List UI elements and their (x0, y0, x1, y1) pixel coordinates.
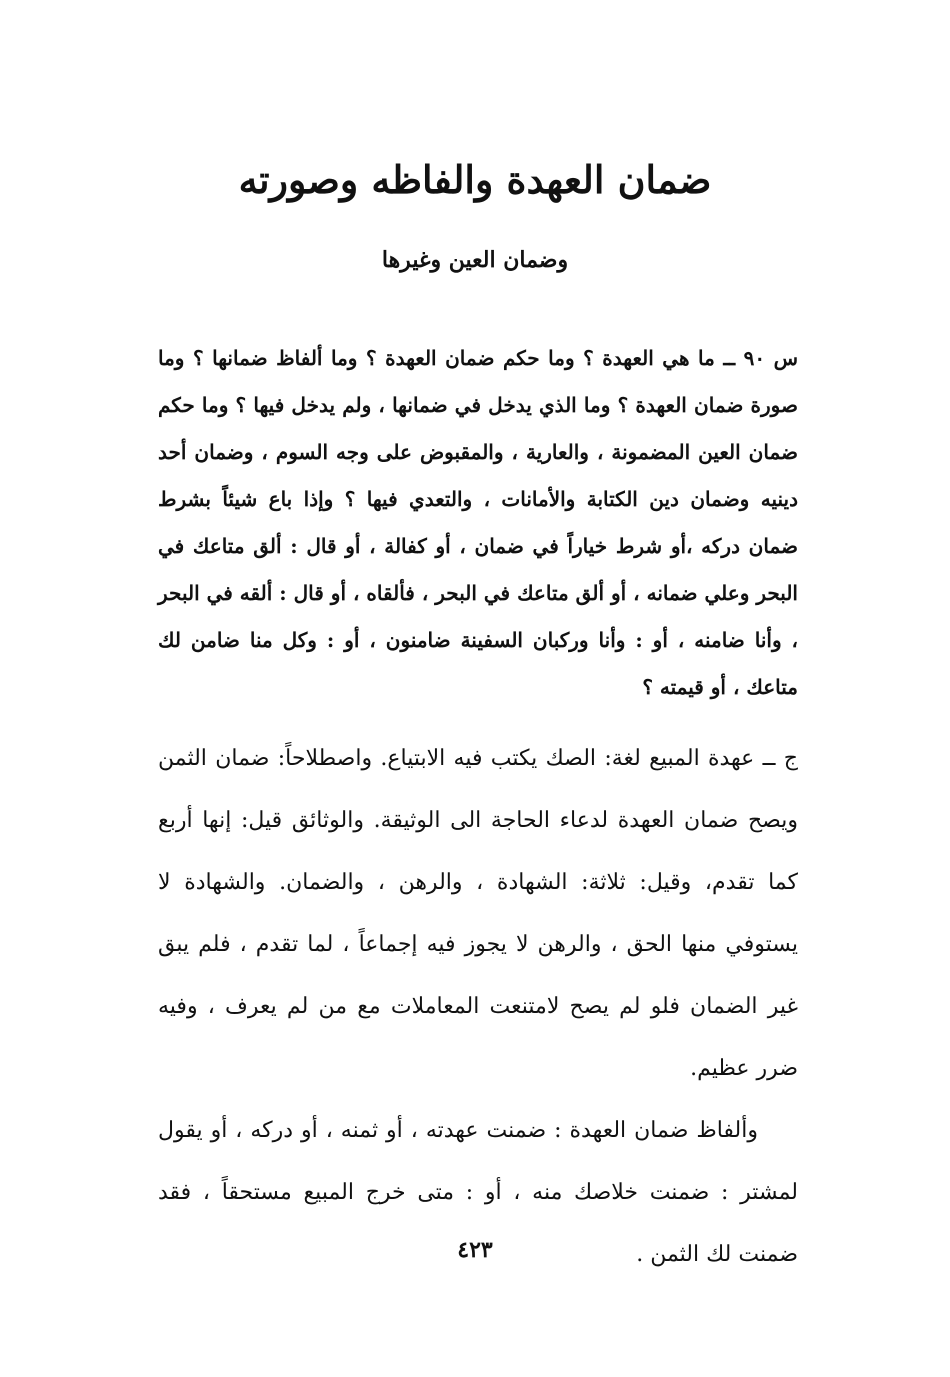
answer-section (158, 728, 798, 1286)
answer-paragraph: وألفاظ ضمان العهدة : ضمنت عهدته ، أو ثمنه ، أو دركه ، أو يقول لمشتر : ضمنت خلاصك منه ، أو : متى خرج المبيع مستحقاً ، فقد ضمنت لك الثمن . (158, 1118, 798, 1267)
page-number: ٤٢٣ (457, 1237, 493, 1263)
page-title: ضمان العهدة والفاظه وصورته (238, 157, 712, 202)
answer-paragraph: ج ــ عهدة المبيع لغة: الصك يكتب فيه الابتياع. واصطلاحاً: ضمان الثمن ويصح ضمان العهدة لدعاء الحاجة الى الوثيقة. والوثائق قيل: إنها أربع كما تقدم، وقيل: ثلاثة: الشهادة ، والرهن ، والضمان. والشهادة لا يستوفي منها الحق ، والرهن لا يجوز فيه إجماعاً ، لما تقدم ، فلم يبق غير الضمان فلو لم يصح لامتنعت المعاملات مع من لم يعرف ، وفيه ضرر عظيم. (158, 746, 798, 1081)
page-subtitle: وضمان العين وغيرها (381, 247, 569, 273)
question-paragraph: س ٩٠ ــ ما هي العهدة ؟ وما حكم ضمان العهدة ؟ وما ألفاظ ضمانها ؟ وما صورة ضمان العهدة ؟ وما الذي يدخل في ضمانها ، ولم يدخل فيها ؟ وما حكم ضمان العين المضمونة ، والعارية ، والمقبوض على وجه السوم ، وضمان أحد دينيه وضمان دين الكتابة والأمانات ، والتعدي فيها ؟ وإذا باع شيئاً بشرط ضمان دركه ،أو شرط خياراً في ضمان ، أو كفالة ، أو قال : ألق متاعك في البحر وعلي ضمانه ، أو ألق متاعك في البحر ، فألقاه ، أو قال : ألقه في البحر ، وأنا ضامنه ، أو : وأنا وركبان السفينة ضامنون ، أو : وكل منا ضامن لك متاعك ، أو قيمته ؟ (158, 346, 798, 699)
